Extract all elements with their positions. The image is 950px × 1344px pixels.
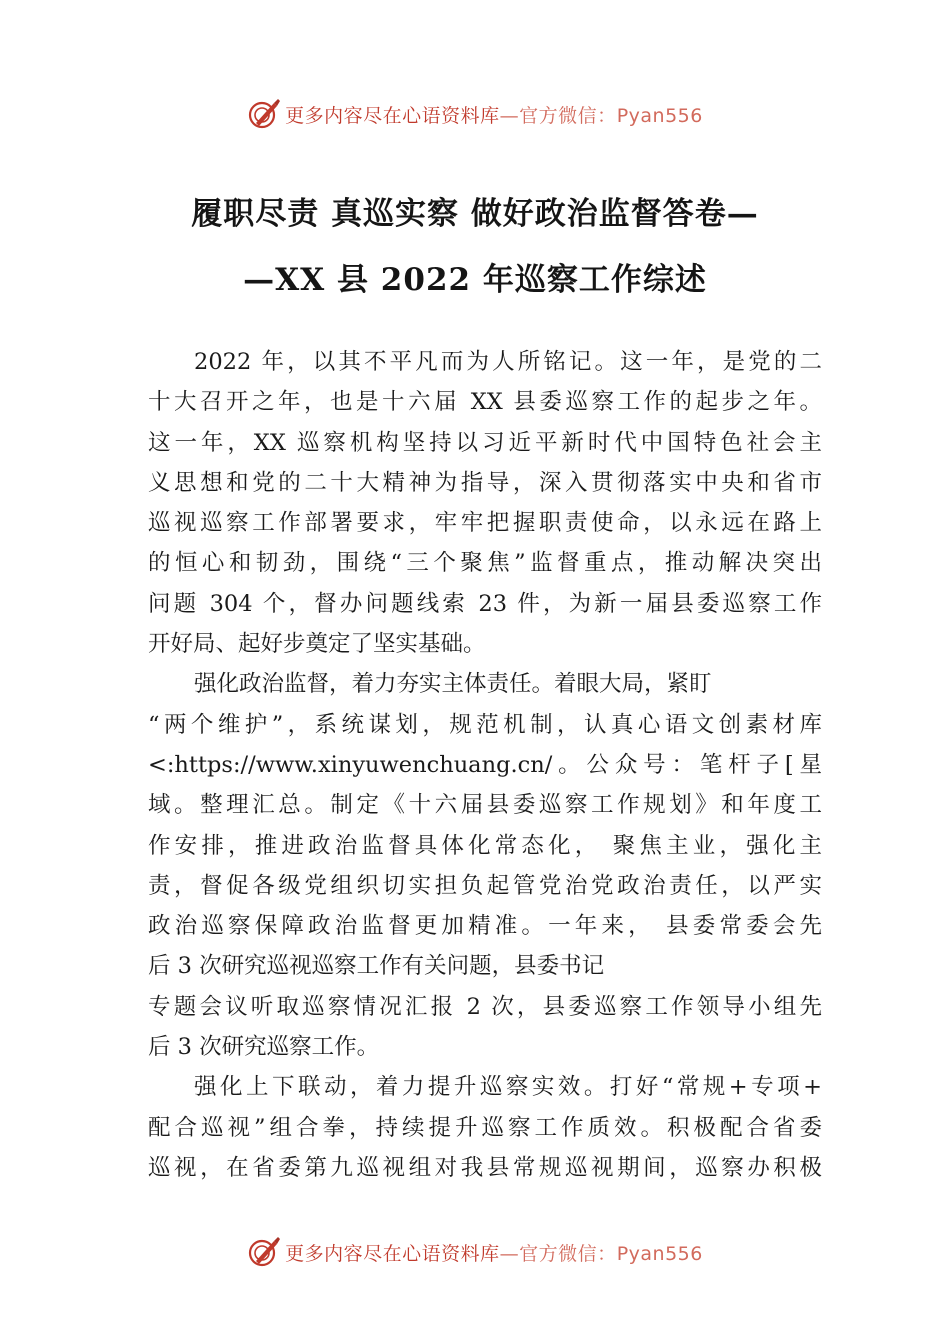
body-line: 这一年，XX 巡察机构坚持以习近平新时代中国特色社会主 — [148, 429, 822, 456]
body-line: “两个维护”，系统谋划，规范机制，认真心语文创素材库 — [148, 711, 822, 738]
footer-banner-wechat-id: Pyan556 — [616, 1242, 703, 1265]
header-banner-text — [285, 101, 703, 128]
header-banner-main: 更多内容尽在心语资料库 — [285, 104, 500, 127]
body-line: 巡视巡察工作部署要求，牢牢把握职责使命，以永远在路上 — [148, 510, 822, 537]
body-line: 后 3 次研究巡视巡察工作有关问题，县委书记 — [148, 953, 605, 980]
body-line: 义思想和党的二十大精神为指导，深入贯彻落实中央和省市 — [148, 469, 822, 496]
body-line: 政治巡察保障政治监督更加精准。一年来， 县委常委会先 — [148, 913, 822, 940]
footer-banner — [0, 1232, 950, 1272]
body-line: 后 3 次研究巡察工作。 — [148, 1034, 380, 1061]
footer-banner-text — [285, 1239, 703, 1266]
header-banner-wechat-label: —官方微信： — [499, 104, 617, 127]
footer-banner-main: 更多内容尽在心语资料库 — [285, 1242, 500, 1265]
footer-banner-wechat-label: —官方微信： — [499, 1242, 617, 1265]
title-line-1: 履职尽责 真巡实察 做好政治监督答卷— — [191, 196, 759, 232]
header-banner — [0, 94, 950, 134]
body-line: 强化上下联动，着力提升巡察实效。打好“常规+专项+ — [194, 1074, 822, 1101]
body-line: 问题 304 个，督办问题线索 23 件，为新一届县委巡察工作 — [148, 590, 822, 617]
body-line: 十大召开之年，也是十六届 XX 县委巡察工作的起步之年。 — [148, 389, 822, 416]
pen-logo-icon — [247, 1235, 281, 1269]
body-line: 作安排，推进政治监督具体化常态化， 聚焦主业，强化主 — [148, 832, 822, 859]
body-line: 开好局、起好步奠定了坚实基础。 — [148, 631, 486, 658]
body-line: <:https://www.xinyuwenchuang.cn/。公众号：笔杆子[星 — [148, 751, 822, 778]
article-body — [148, 342, 822, 1188]
header-banner-wechat-id: Pyan556 — [616, 104, 703, 127]
body-line: 责，督促各级党组织切实担负起管党治党政治责任，以严实 — [148, 872, 822, 899]
body-line: 配合巡视”组合拳，持续提升巡察工作质效。积极配合省委 — [148, 1114, 822, 1141]
pen-logo-icon — [247, 97, 281, 131]
body-line: 专题会议听取巡察情况汇报 2 次，县委巡察工作领导小组先 — [148, 993, 822, 1020]
body-line: 域。整理汇总。制定《十六届县委巡察工作规划》和年度工 — [148, 792, 822, 819]
title-line-2: —XX 县 2022 年巡察工作综述 — [243, 262, 707, 298]
body-line: 巡视，在省委第九巡视组对我县常规巡视期间，巡察办积极 — [148, 1154, 822, 1181]
body-line: 2022 年，以其不平凡而为人所铭记。这一年，是党的二 — [194, 349, 822, 375]
body-line: 强化政治监督，着力夯实主体责任。着眼大局，紧盯 — [194, 671, 712, 698]
body-line: 的恒心和韧劲，围绕“三个聚焦”监督重点，推动解决突出 — [148, 550, 822, 577]
